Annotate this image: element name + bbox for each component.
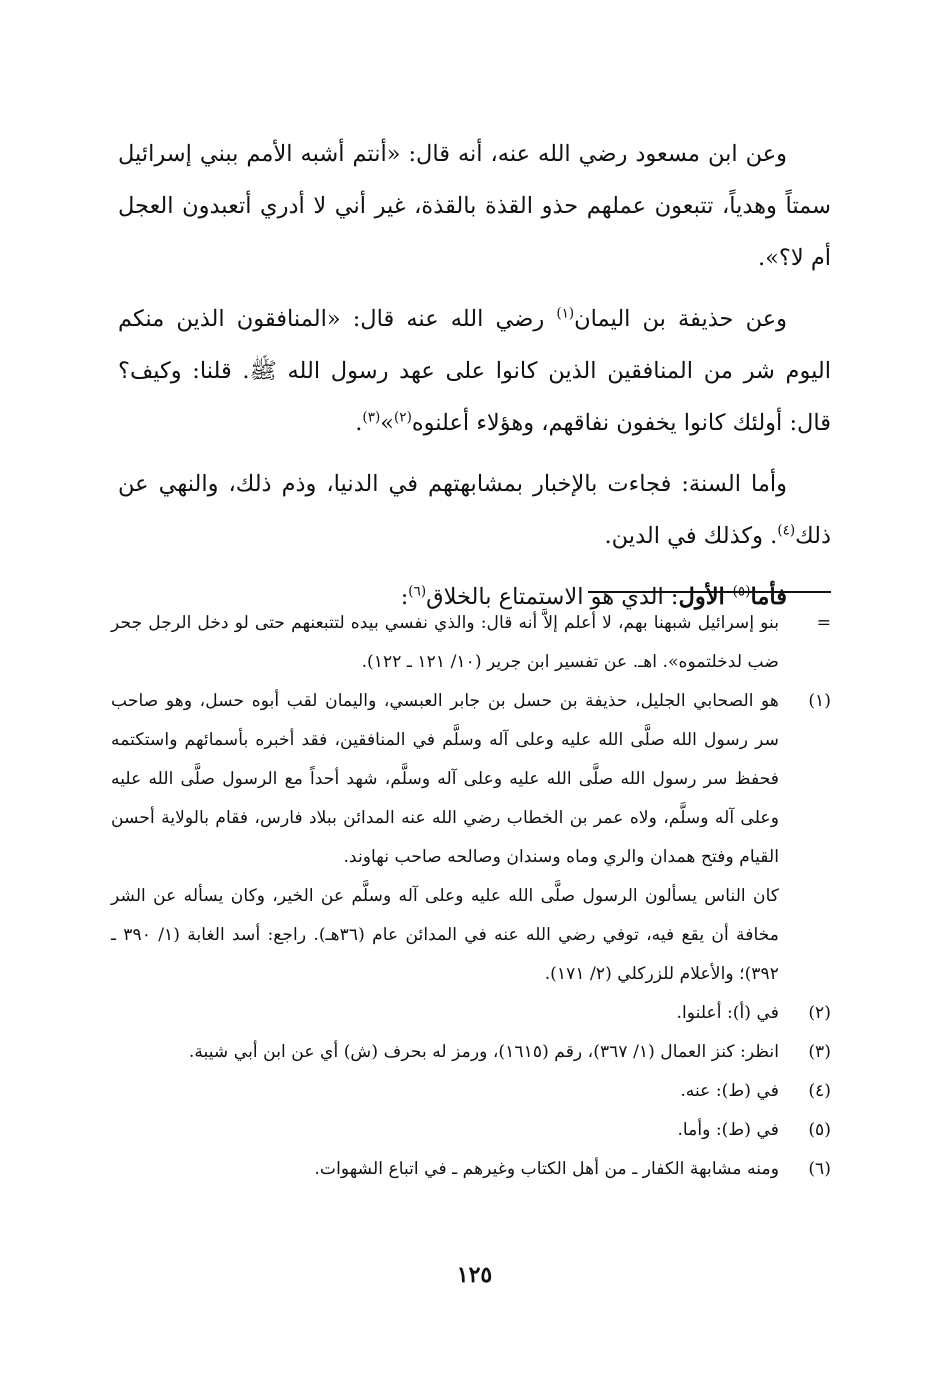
main-text [118,128,831,632]
footnote-text: انظر: كنز العمال (١/ ٣٦٧)، رقم (١٦١٥)، ورمز له بحرف (ش) أي عن ابن أبي شيبة. [188,1042,779,1062]
footnote-number: (٣) [808,1042,831,1062]
paragraph-text: رضي الله عنه قال: «المنافقون الذين منكم اليوم شر من المنافقين الذين كانوا على عهد رسول الله ﷺ. قلنا: وكيف؟ قال: أولئك كانوا يخفون نفاقهم، وهؤلاء أعلنوه [118,306,831,436]
footnote-number: (٥) [808,1120,831,1140]
paragraph-text: وأما السنة: فجاءت بالإخبار بمشابهتهم في الدنيا، وذم ذلك، والنهي عن ذلك [118,471,831,549]
footnote-ref: (٥) [732,583,751,600]
bold-heading: فأما [750,584,787,610]
footnote-ref: (١) [556,305,575,322]
footnote-text: في (ط): عنه. [680,1081,779,1101]
footnote-ref: (٦) [408,583,427,600]
footnote-4 [111,1072,831,1111]
paragraph-text: . وكذلك في الدين. [604,523,778,549]
footnote-ref: (٢) [394,409,412,426]
continuation-marker: = [816,613,831,633]
footnote-text: هو الصحابي الجليل، حذيفة بن حسل بن جابر العبسي، واليمان لقب أبوه حسل، وهو صاحب سر رسول الله صلَّى الله عليه وعلى آله وسلَّم في المنافقين، فقد أخبره بأسمائهم واستكتمه فحفظ سر رسول الله صلَّى الله عليه وعلى آله وسلَّم، شهد أحداً مع الرسول صلَّى الله عليه وعلى آله وسلَّم، ولاه عمر بن الخطاب رضي الله عنه المدائن ببلاد فارس، فقام بالولاية أحسن القيام وفتح همدان والري وماه وسندان وصالحه صاحب نهاوند. [111,691,779,867]
paragraph-text: : الذي هو الاستمتاع بالخلاق [426,584,679,610]
footnote-continuation [111,604,831,682]
footnote-5 [111,1111,831,1150]
footnote-number: (٤) [808,1081,831,1101]
paragraph-hudhayfa [118,293,831,449]
paragraph-ibn-masud: وعن ابن مسعود رضي الله عنه، أنه قال: «أنتم أشبه الأمم ببني إسرائيل سمتاً وهدياً، تتبعون عملهم حذو القذة بالقذة، غير أني لا أدري أتعبدون العجل أم لا؟». [118,141,831,271]
paragraph-text: : [400,584,409,610]
footnote-2 [111,994,831,1033]
footnote-ref: (٣) [362,409,381,426]
footnote-text: ومنه مشابهة الكفار ـ من أهل الكتاب وغيرهم ـ في اتباع الشهوات. [314,1159,779,1179]
footnote-text: بنو إسرائيل شبهنا بهم، لا أعلم إلاَّ أنه قال: والذي نفسي بيده لتتبعنهم حتى لو دخل الرجل جحر ضب لدخلتموه». اهـ. عن تفسير ابن جرير (١٠/ ١٢١ ـ ١٢٢). [111,613,779,672]
footnote-3 [111,1033,831,1072]
footnote-number: (٦) [808,1159,831,1179]
page-number: ١٢٥ [456,1262,493,1288]
footnote-6 [111,1150,831,1189]
footnote-1 [111,682,831,994]
footnote-text: في (ط): وأما. [677,1120,779,1140]
paragraph-text: » [380,410,395,436]
paragraph-text: وعن حذيفة بن اليمان [574,306,787,332]
footnote-ref: (٤) [777,522,796,539]
footnote-number: (١) [808,691,831,711]
footnote-text: كان الناس يسألون الرسول صلَّى الله عليه وعلى آله وسلَّم عن الخير، وكان يسأله عن الشر مخافة أن يقع فيه، توفي رضي الله عنه في المدائن عام (٣٦هـ). راجع: أسد الغابة (١/ ٣٩٠ ـ ٣٩٢)؛ والأعلام للزركلي (٢/ ١٧١). [111,886,780,984]
footnote-separator [588,591,831,593]
paragraph-sunnah [118,458,831,562]
footnote-number: (٢) [808,1003,831,1023]
footnote-text: في (أ): أعلنوا. [676,1003,779,1023]
bold-heading: الأول [678,584,733,610]
paragraph-text: . [355,410,363,436]
footnotes [111,604,831,1189]
